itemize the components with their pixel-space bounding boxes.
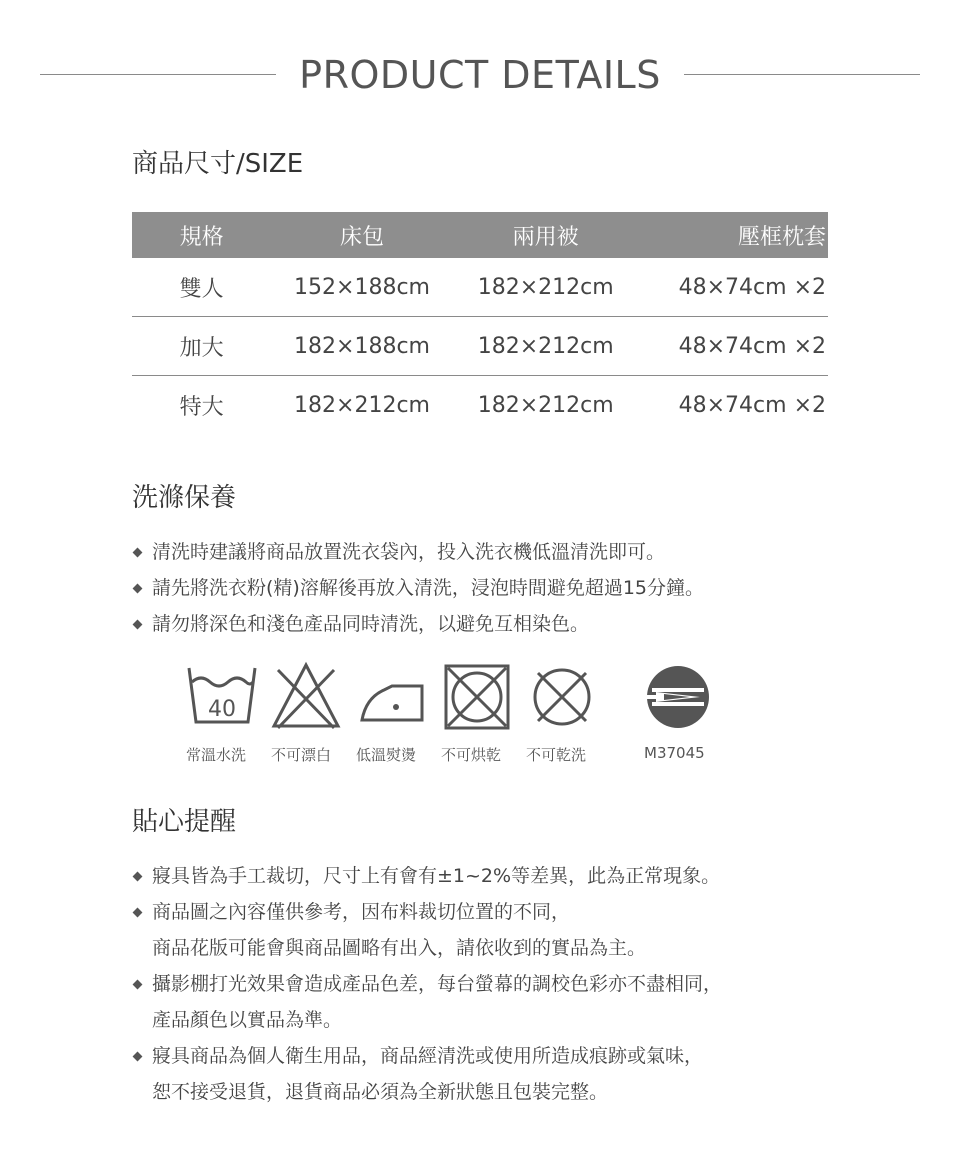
diamond-bullet-icon (133, 980, 143, 990)
table-cell: 特大 (179, 394, 224, 420)
list-item-text: 攝影棚打光效果會造成產品色差，每台螢幕的調校色彩亦不盡相同， (152, 973, 723, 995)
table-cell: 48×74cm ×2 (639, 317, 828, 376)
table-cell: 182×188cm (271, 317, 453, 376)
list-item-text: 請勿將深色和淺色產品同時清洗，以避免互相染色。 (152, 613, 590, 635)
column-header: 規格 (132, 212, 271, 258)
table-row (132, 376, 828, 435)
list-item (132, 534, 704, 570)
list-item (132, 966, 722, 1038)
care-symbol-label: 低溫熨燙 (356, 746, 417, 764)
care-symbol-label: 不可乾洗 (526, 746, 587, 764)
bsmi-mark-icon (642, 660, 714, 732)
care-section-title: 洗滌保養 (132, 483, 237, 513)
size-table-header (132, 212, 828, 258)
section-header (0, 52, 960, 102)
certification-number: M37045 (644, 744, 705, 762)
diamond-bullet-icon (133, 908, 143, 918)
wash-temperature: 40 (208, 697, 236, 722)
column-header: 兩用被 (453, 212, 639, 258)
table-cell: 加大 (132, 317, 271, 376)
list-item (132, 570, 704, 606)
list-item (132, 858, 722, 894)
care-symbol-label: 不可漂白 (271, 746, 332, 764)
table-cell: 182×212cm (453, 317, 639, 376)
table-cell: 182×212cm (477, 392, 614, 418)
care-list (132, 534, 704, 642)
no-dry-clean-icon (526, 660, 598, 732)
wash-40-icon (186, 660, 258, 732)
list-item-text: 產品顏色以實品為準。 (152, 1009, 343, 1031)
column-header: 壓框枕套 (639, 212, 828, 258)
list-item-text: 寢具商品為個人衛生用品，商品經清洗或使用所造成痕跡或氣味， (152, 1045, 704, 1067)
tips-list (132, 858, 722, 1110)
diamond-bullet-icon (133, 620, 143, 630)
care-symbols (0, 660, 960, 770)
table-row (132, 258, 828, 317)
list-item-text: 商品圖之內容僅供參考，因布料裁切位置的不同， (152, 901, 571, 923)
size-section-title: 商品尺寸/SIZE (132, 149, 304, 179)
page-title: PRODUCT DETAILS (299, 53, 661, 97)
diamond-bullet-icon (133, 1052, 143, 1062)
diamond-bullet-icon (133, 584, 143, 594)
table-row (132, 317, 828, 376)
list-item (132, 1038, 722, 1110)
list-item-text: 恕不接受退貨，退貨商品必須為全新狀態且包裝完整。 (152, 1081, 609, 1103)
list-item-text: 請先將洗衣粉(精)溶解後再放入清洗，浸泡時間避免超過15分鐘。 (152, 577, 705, 599)
table-cell: 雙人 (132, 258, 271, 317)
column-header: 床包 (271, 212, 453, 258)
diamond-bullet-icon (133, 872, 143, 882)
table-cell: 48×74cm ×2 (639, 258, 828, 317)
list-item-text: 寢具皆為手工裁切，尺寸上有會有±1~2%等差異，此為正常現象。 (152, 865, 721, 887)
tips-section-title: 貼心提醒 (132, 807, 237, 837)
table-cell: 48×74cm ×2 (678, 392, 826, 418)
table-cell: 182×212cm (294, 392, 430, 418)
care-symbol-label: 不可烘乾 (441, 746, 502, 764)
table-cell: 152×188cm (271, 258, 453, 317)
no-tumble-dry-icon (442, 660, 514, 732)
list-item (132, 894, 722, 966)
list-item (132, 606, 704, 642)
no-bleach-icon (270, 660, 342, 732)
list-item-text: 清洗時建議將商品放置洗衣袋內，投入洗衣機低溫清洗即可。 (152, 541, 666, 563)
diamond-bullet-icon (133, 548, 143, 558)
care-symbol-label: 常溫水洗 (186, 746, 247, 764)
iron-low-icon (356, 660, 428, 732)
header-divider-right (684, 74, 920, 75)
header-divider-left (40, 74, 276, 75)
list-item-text: 商品花版可能會與商品圖略有出入，請依收到的實品為主。 (152, 937, 647, 959)
size-table (132, 212, 828, 434)
table-cell: 182×212cm (453, 258, 639, 317)
